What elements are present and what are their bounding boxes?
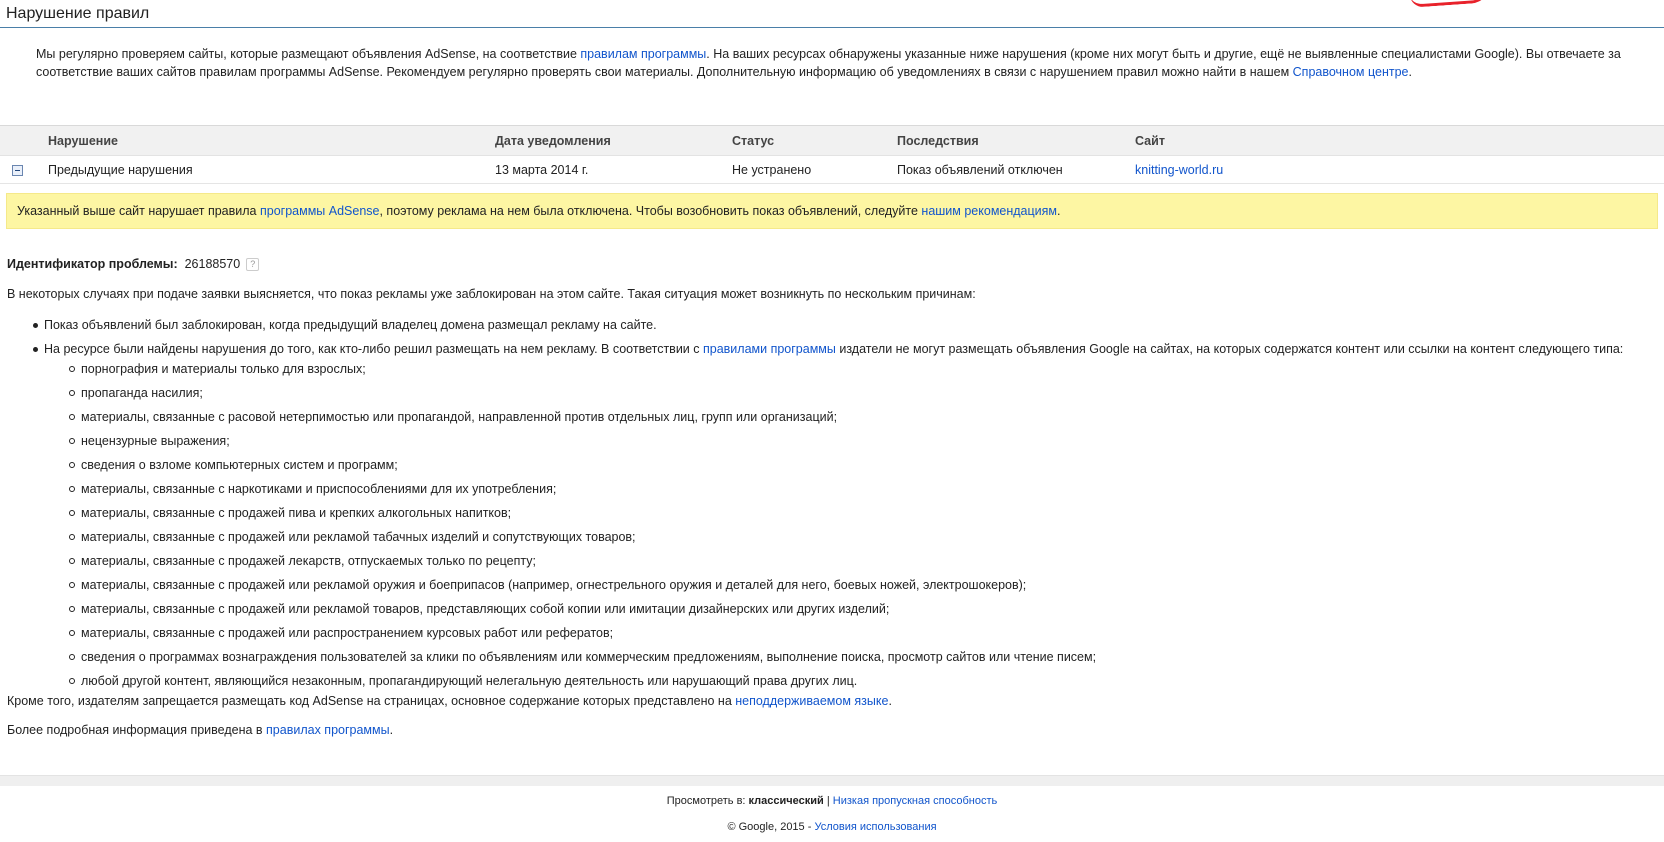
page-title: Нарушение правил	[6, 5, 150, 22]
cell-status: Не устранено	[732, 156, 897, 184]
adsense-program-link[interactable]: программы AdSense	[259, 204, 380, 218]
footer-copyright	[0, 821, 1664, 833]
intro-paragraph	[0, 28, 1664, 125]
unsupported-language-link[interactable]: неподдерживаемом языке	[735, 694, 889, 709]
low-bandwidth-link[interactable]: Низкая пропускная способность	[832, 795, 998, 807]
warning-notice	[6, 193, 1658, 229]
list-item: материалы, связанные с продажей или рекламой оружия и боеприпасов (например, огнестрельного оружия и деталей для него, боевых ножей, электрошокеров);	[81, 577, 1664, 593]
issue-id-line	[7, 257, 1664, 271]
footer-view-switch	[0, 795, 1664, 807]
notice-text-3: .	[1057, 204, 1061, 218]
unsupported-language-paragraph	[7, 693, 1664, 709]
list-item: любой другой контент, являющийся незаконным, пропагандирующий нелегальную деятельность или нарушающий права других лиц.	[81, 673, 1664, 689]
terms-link[interactable]: Условия использования	[814, 821, 937, 833]
cell-consequence: Показ объявлений отключен	[897, 156, 1135, 184]
issue-id-label: Идентификатор проблемы:	[7, 257, 178, 271]
list-item: материалы, связанные с продажей пива и крепких алкогольных напитков;	[81, 505, 1664, 521]
header-site[interactable]: Сайт	[1135, 126, 1664, 156]
more-text-2: .	[389, 723, 394, 738]
intro-text-3: .	[1408, 65, 1412, 79]
list-item: пропаганда насилия;	[81, 385, 1664, 401]
table-row	[0, 156, 1664, 184]
cell-date: 13 марта 2014 г.	[495, 156, 732, 184]
program-policies-link[interactable]: правилам программы	[580, 47, 707, 61]
issue-id-value: 26188570	[184, 257, 241, 271]
list-item: нецензурные выражения;	[81, 433, 1664, 449]
header-consequence[interactable]: Последствия	[897, 126, 1135, 156]
list-item: порнография и материалы только для взрослых;	[81, 361, 1664, 377]
list-item: материалы, связанные с наркотиками и приспособлениями для их употребления;	[81, 481, 1664, 497]
collapse-icon[interactable]	[12, 165, 23, 176]
list-item: сведения о взломе компьютерных систем и программ;	[81, 457, 1664, 473]
list-item: сведения о программах вознаграждения пользователей за клики по объявлениям или коммерческим предложениям, выполнение поиска, просмотр сайтов или чтение писем;	[81, 649, 1664, 665]
list-item: материалы, связанные с расовой нетерпимостью или пропагандой, направленной против отдельных лиц, групп или организаций;	[81, 409, 1664, 425]
site-link[interactable]: knitting-world.ru	[1135, 162, 1224, 177]
reason-2-text-2: издатели не могут размещать объявления Google на сайтах, на которых содержатся контент или ссылки на контент следующего типа:	[835, 342, 1624, 357]
list-item: материалы, связанные с продажей или распространением курсовых работ или рефератов;	[81, 625, 1664, 641]
extra-text-1: Кроме того, издателям запрещается размещать код AdSense на страницах, основное содержание которых представлено на	[7, 694, 736, 709]
notice-text-1: Указанный выше сайт нарушает правила	[17, 204, 260, 218]
intro-text-2: . На ваших ресурсах обнаружены указанные ниже нарушения (кроме них могут быть и другие, ещё не выявленные специалистами Google). Вы отвечаете за соответствие ваших сайтов правилам программы AdSense. Рекомендуем регулярно проверять свои материалы. Дополнительную информацию об уведомлениях в связи с нарушением правил можно найти в нашем	[36, 47, 1621, 79]
more-info-paragraph	[7, 722, 1664, 738]
list-item	[44, 341, 1664, 689]
program-rules-link-2[interactable]: правилах программы	[266, 723, 390, 738]
cell-violation: Предыдущие нарушения	[48, 156, 495, 184]
header-toggle	[0, 126, 48, 156]
reasons-list	[0, 317, 1664, 689]
copyright-text: © Google, 2015 -	[727, 821, 812, 833]
list-item	[44, 317, 1664, 333]
reason-1-text: Показ объявлений был заблокирован, когда предыдущий владелец домена размещал рекламу на сайте.	[44, 318, 657, 333]
view-label: Просмотреть в:	[666, 795, 746, 807]
header-violation[interactable]: Нарушение	[48, 126, 495, 156]
extra-text-2: .	[888, 694, 892, 709]
list-item: материалы, связанные с продажей лекарств, отпускаемых только по рецепту;	[81, 553, 1664, 569]
violations-table	[0, 125, 1664, 184]
list-item: материалы, связанные с продажей или рекламой табачных изделий и сопутствующих товаров;	[81, 529, 1664, 545]
notice-text-2: , поэтому реклама на нем была отключена. Чтобы возобновить показ объявлений, следуйте	[379, 204, 922, 218]
table-header-row	[0, 126, 1664, 156]
intro-text-1: Мы регулярно проверяем сайты, которые размещают объявления AdSense, на соответствие	[36, 47, 581, 61]
view-separator: |	[826, 795, 830, 807]
help-icon[interactable]: ?	[246, 258, 259, 271]
header-date[interactable]: Дата уведомления	[495, 126, 732, 156]
program-rules-link[interactable]: правилами программы	[702, 342, 836, 357]
help-center-link[interactable]: Справочном центре	[1292, 65, 1409, 79]
more-text-1: Более подробная информация приведена в	[7, 723, 267, 738]
recommendations-link[interactable]: нашим рекомендациям	[921, 204, 1058, 218]
prohibited-content-list	[44, 361, 1664, 689]
header-status[interactable]: Статус	[732, 126, 897, 156]
list-item: материалы, связанные с продажей или рекламой товаров, представляющих собой копии или имитации дизайнерских или других изделий;	[81, 601, 1664, 617]
lead-paragraph: В некоторых случаях при подаче заявки выясняется, что показ рекламы уже заблокирован на этом сайте. Такая ситуация может возникнуть по нескольким причинам:	[7, 287, 976, 302]
reason-2-text-1: На ресурсе были найдены нарушения до того, как кто-либо решил размещать на нем рекламу. В соответствии с	[44, 342, 703, 357]
view-classic: классический	[748, 795, 824, 807]
footer-divider	[0, 775, 1664, 786]
